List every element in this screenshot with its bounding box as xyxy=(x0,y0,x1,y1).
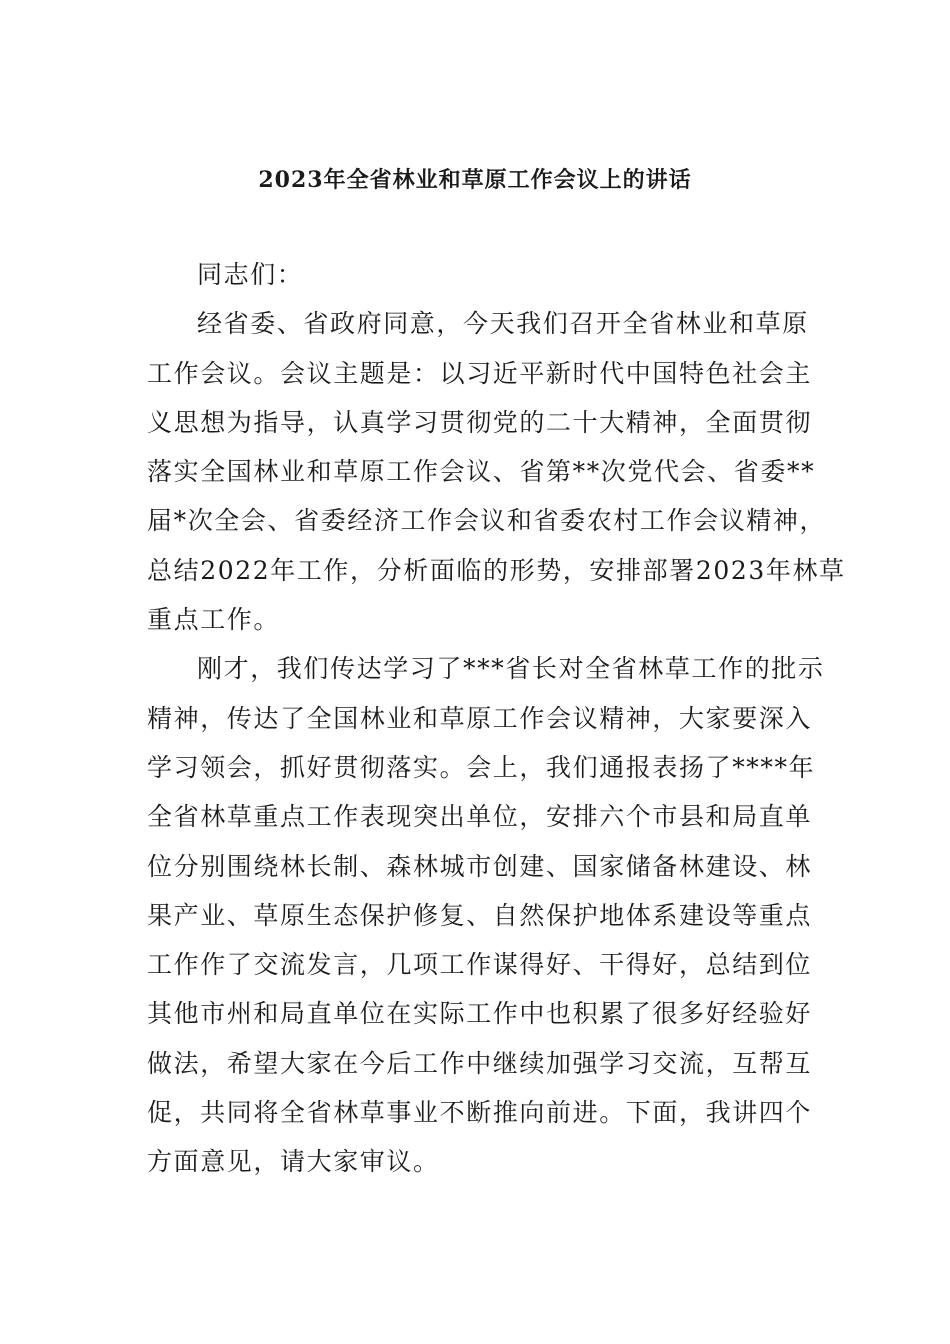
document-body xyxy=(147,250,846,1187)
paragraph-1-line-1: 经省委、省政府同意，今天我们召开全省林业和草原 xyxy=(197,309,809,339)
paragraph-2-line-3: 学习领会，抓好贯彻落实。会上，我们通报表扬了****年 xyxy=(147,752,816,782)
paragraph-2-line-7: 工作作了交流发言，几项工作谋得好、干得好，总结到位 xyxy=(147,950,813,980)
paragraph-1-line-6: 总结2022年工作，分析面临的形势，安排部署2023年林草 xyxy=(147,555,846,585)
paragraph-2-line-9: 做法，希望大家在今后工作中继续加强学习交流，互帮互 xyxy=(147,1048,813,1078)
paragraph-1-line-5: 届*次全会、省委经济工作会议和省委农村工作会议精神， xyxy=(147,506,827,536)
paragraph-2-line-8: 其他市州和局直单位在实际工作中也积累了很多好经验好 xyxy=(147,999,813,1029)
paragraph-2-line-5: 位分别围绕林长制、森林城市创建、国家储备林建设、林 xyxy=(147,851,813,881)
paragraph-2-line-11: 方面意见，请大家审议。 xyxy=(147,1147,440,1177)
paragraph-1-line-7: 重点工作。 xyxy=(147,605,281,635)
salutation: 同志们： xyxy=(197,260,304,289)
paragraph-2-line-1: 刚才，我们传达学习了***省长对全省林草工作的批示 xyxy=(197,654,825,684)
document-title: 2023年全省林业和草原工作会议上的讲话 xyxy=(258,167,692,193)
paragraph-2-line-4: 全省林草重点工作表现突出单位，安排六个市县和局直单 xyxy=(147,802,813,832)
paragraph-2-line-2: 精神，传达了全国林业和草原工作会议精神，大家要深入 xyxy=(147,703,813,733)
paragraph-2-line-10: 促，共同将全省林草事业不断推向前进。下面，我讲四个 xyxy=(147,1098,813,1128)
paragraph-1-line-2: 工作会议。会议主题是：以习近平新时代中国特色社会主 xyxy=(147,358,813,388)
paragraph-1-line-4: 落实全国林业和草原工作会议、省第**次党代会、省委** xyxy=(147,457,816,487)
paragraph-1-line-3: 义思想为指导，认真学习贯彻党的二十大精神，全面贯彻 xyxy=(147,407,813,437)
paragraph-2-line-6: 果产业、草原生态保护修复、自然保护地体系建设等重点 xyxy=(147,900,813,930)
